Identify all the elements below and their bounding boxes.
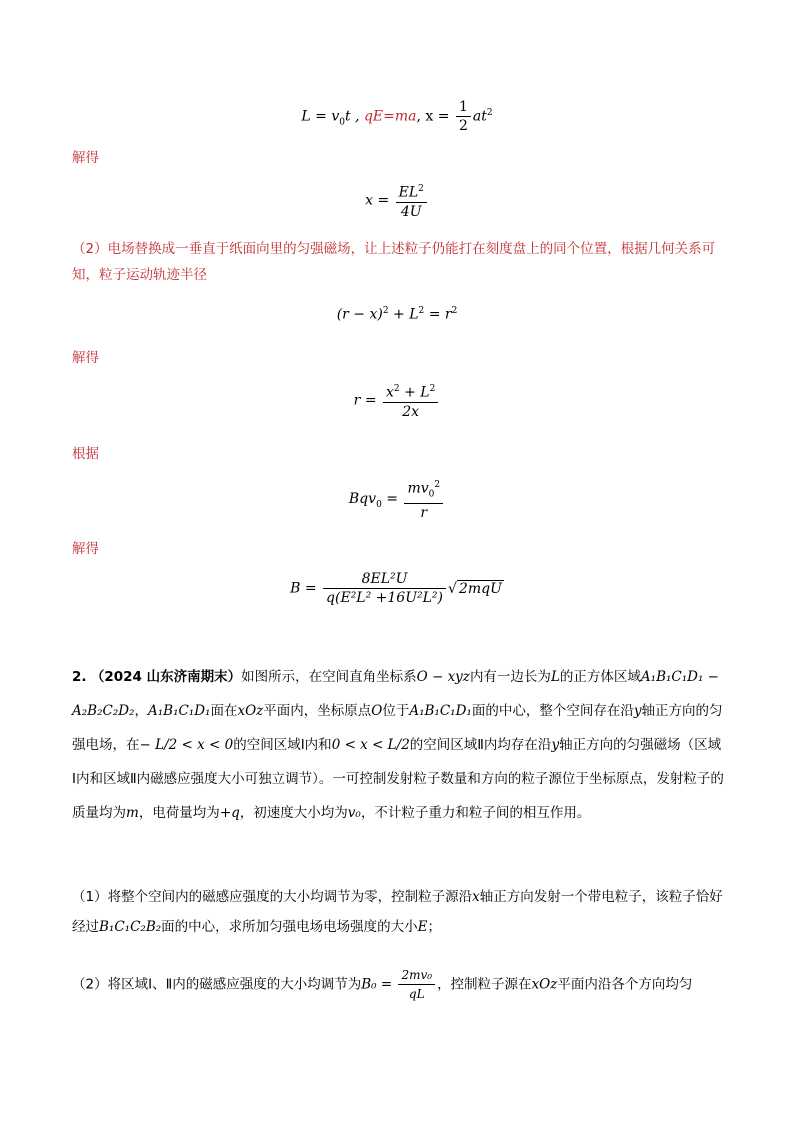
equation-radius: r = $\frac{x^2 + L^2}{2x}$ — [0, 380, 794, 421]
equation-b-result: B = $\frac{\text{8EL²U}}{\text{q(E²L² +16U²L²)}}$ √ 2mqU — [290, 571, 502, 606]
label-solve-2: 解得 — [72, 350, 99, 366]
solution-part-2-text: （2）电场替换成一垂直于纸面向里的匀强磁场，让上述粒子仍能打在刻度盘上的同个位置，根据几何关系可知，粒子运动轨迹半径 — [72, 241, 716, 283]
problem-2-subquestion-2: （2）将区域Ⅰ、Ⅱ内的磁感应强度的大小均调节为B₀ = $\frac{\text{2mv₀}}{qL}$ ，控制粒子源在xOz平面内沿各个方向均匀 — [72, 968, 693, 1001]
problem-2-statement: 2. （2024 山东济南期末）如图所示，在空间直角坐标系O − xyz内有一边长为L的正方体区域A₁B₁C₁D₁ − A₂B₂C₂D₂，A₁B₁C₁D₁面在xOz平面内，坐标原点O位于A₁B₁C₁D₁面的中心，整个空间存在沿y轴正方向的匀强电场，在− L/2 < x < 0的空间区域Ⅰ内和0 < x < L/2的空间区域Ⅱ内均存在沿y轴正方向的匀强磁场（区域Ⅰ内和区域Ⅱ内磁感应强度大小可独立调节）。一可控制发射粒子数量和方向的粒子源位于坐标原点，发射粒子的质量均为m，电荷量均为+q，初速度大小均为v₀，不计粒子重力和粒子间的相互作用。 — [72, 669, 724, 821]
equation-kinematics: $L = v_0t$ , qE=ma, x = $\frac{1}{2}$ $at^2$ — [301, 99, 493, 134]
equation-x-result: x = $\frac{EL^2}{4U}$ — [0, 180, 794, 221]
problem-2-subquestion-1: （1）将整个空间内的磁感应强度的大小均调节为零，控制粒子源沿x轴正方向发射一个带电粒子，该粒子恰好经过B₁C₁C₂B₂面的中心，求所加匀强电场电场强度的大小E； — [72, 889, 723, 935]
label-according: 根据 — [72, 446, 99, 462]
label-solve-3: 解得 — [72, 541, 99, 557]
equation-geometry: $(r - x)^2 + L^2 = r^2$ — [336, 306, 458, 323]
equation-lorentz: Bqv$_0$ = $\frac{mv_0^2}{r}$ — [0, 476, 794, 522]
label-solve-1: 解得 — [72, 150, 99, 166]
